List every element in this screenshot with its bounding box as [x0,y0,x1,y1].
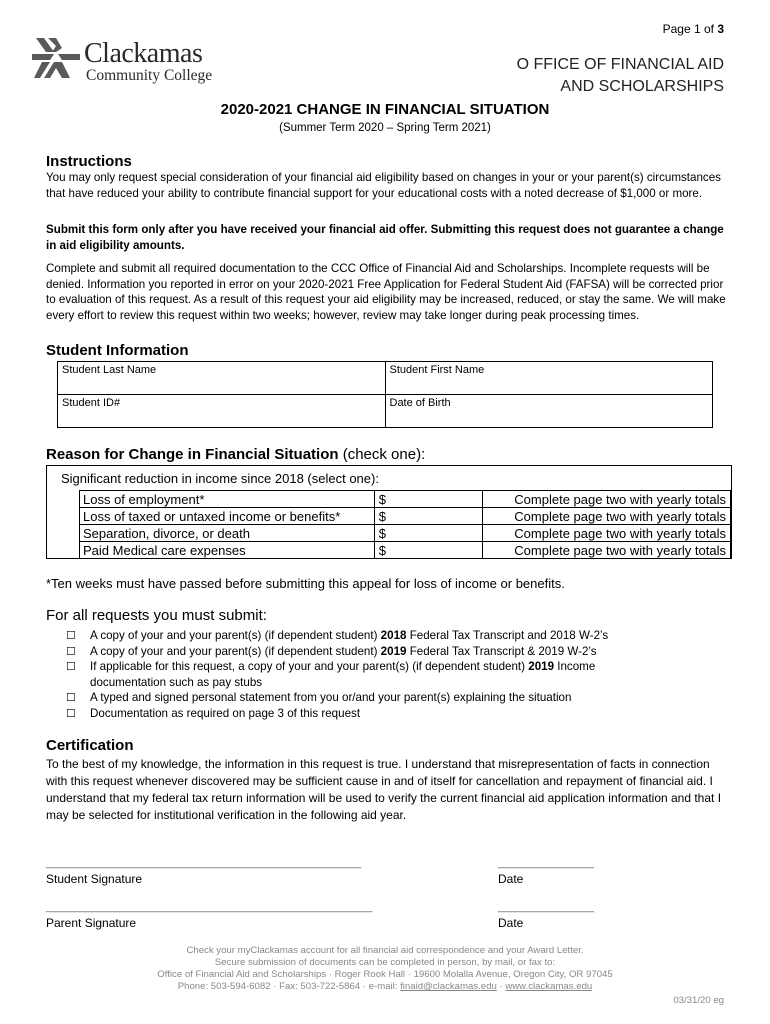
footer-contact: Phone: 503-594-6082 · Fax: 503-722-5864 · e-mail: finaid@clackamas.edu · www.clackamas.edu [177,981,593,992]
student-date-line[interactable]: _________________ [498,857,594,869]
ten-weeks-note: *Ten weeks must have passed before submitting this appeal for loss of income or benefits. [46,576,565,591]
instructions-paragraph-1: You may only request special consideration of your financial aid eligibility based on changes in your or your parent(s) circumstances that have reduced your ability to contribute financial support for your educational costs with a noted decrease of $1,000 or more. [46,171,721,200]
reason-row[interactable] [80,542,731,559]
certification-heading: Certification [46,737,134,754]
office-line-2: AND SCHOLARSHIPS [560,78,724,95]
revision-date: 03/31/20 eg [673,995,724,1006]
reason-row[interactable] [80,491,731,508]
footer-line-1: Check your myClackamas account for all financial aid correspondence and your Award Letter. [186,945,584,956]
reason-action: Complete page two with yearly totals [483,491,731,508]
form-title: 2020-2021 CHANGE IN FINANCIAL SITUATION [220,101,550,118]
checklist-item: ☐ A copy of your and your parent(s) (if dependent student) 2018 Federal Tax Transcript and 2018 W-2’s [66,628,666,644]
checkbox[interactable]: ☐ [66,707,76,720]
footer-line-3: Office of Financial Aid and Scholarships · Roger Rook Hall · 19600 Molalla Avenue, Oregon City, OR 97045 [157,969,613,980]
parent-date-line[interactable]: _________________ [498,901,594,913]
logo-subtitle: Community College [86,67,213,84]
reason-amount-field[interactable]: $ [374,491,482,508]
parent-date-label: Date [498,916,524,930]
checkbox[interactable]: ☐ [66,630,76,642]
checklist-item: ☐ A typed and signed personal statement from you or/and your parent(s) explaining the situation [66,690,666,706]
reason-label: Loss of taxed or untaxed income or benefits* [80,508,375,525]
student-signature-label: Student Signature [46,872,143,886]
reason-label: Loss of employment* [80,491,375,508]
parent-signature-line[interactable]: __________________________________________________________ [46,901,372,913]
checklist-item: ☐ If applicable for this request, a copy of your and your parent(s) (if dependent student) 2019 Income documentation such as pay stubs [66,660,596,689]
instructions-paragraph-2: Submit this form only after you have received your financial aid offer. Submitting this request does not guarantee a change in aid eligibility amounts. [46,223,724,252]
reason-row[interactable] [80,508,731,525]
college-logo [32,38,232,88]
instructions-heading: Instructions [46,153,132,170]
checkbox[interactable]: ☐ [66,692,76,704]
website-link[interactable]: www.clackamas.edu [505,981,593,992]
reason-label: Paid Medical care expenses [80,542,375,559]
student-first-name-field[interactable]: Student First Name [385,362,713,395]
reason-intro: Significant reduction in income since 2018 (select one): [61,471,379,486]
logo-name: Clackamas [84,38,203,69]
student-info-heading: Student Information [46,342,189,359]
page-number: Page 1 of 3 [662,22,724,36]
reason-action: Complete page two with yearly totals [483,542,731,559]
submit-heading: For all requests you must submit: [46,607,267,624]
email-link[interactable]: finaid@clackamas.edu [400,981,497,992]
student-last-name-field[interactable]: Student Last Name [58,362,386,395]
office-heading [517,54,724,98]
certification-text: To the best of my knowledge, the information in this request is true. I understand that misrepresentation of facts in connection with this request whenever discovered may be sufficient cause in and of itself for cancellation and repayment of financial aid. I understand that my federal tax return information will be used to verify the current financial aid application information and that I may be selected for institutional verification in the following aid year. [46,757,722,822]
checklist-item: ☐ Documentation as required on page 3 of this request [66,706,666,722]
footer [0,945,770,993]
reason-action: Complete page two with yearly totals [483,525,731,542]
parent-signature-label: Parent Signature [46,916,137,930]
student-date-label: Date [498,872,524,886]
reason-heading: Reason for Change in Financial Situation (check one): [46,446,426,463]
reason-table [79,490,731,559]
footer-line-2: Secure submission of documents can be completed in person, by mail, or fax to: [214,957,556,968]
reason-amount-field[interactable]: $ [374,542,482,559]
student-info-table [57,361,713,428]
reason-box [46,465,732,559]
reason-label: Separation, divorce, or death [80,525,375,542]
checkbox[interactable]: ☐ [66,645,76,658]
instructions-paragraph-3: Complete and submit all required documentation to the CCC Office of Financial Aid and Scholarships. Incomplete requests will be denied. Information you reported in error on your 2020-2021 Free Application for Federal Student Aid (FAFSA) will be corrected prior to evaluation of this request. As a result of this request your aid eligibility may be increased, reduced, or stay the same. We will make every effort to review this request within two weeks; however, review may take longer during peak processing times. [46,262,726,322]
date-of-birth-field[interactable]: Date of Birth [385,395,713,428]
reason-amount-field[interactable]: $ [374,525,482,542]
page-total: 3 [717,22,724,36]
student-id-field[interactable]: Student ID# [58,395,386,428]
student-signature-line[interactable]: ________________________________________________________ [46,857,361,869]
reason-action: Complete page two with yearly totals [483,508,731,525]
checklist-item: ☐ A copy of your and your parent(s) (if dependent student) 2019 Federal Tax Transcript & 2019 W-2’s [66,644,666,660]
logo-mark-icon [32,38,80,84]
form-subtitle: (Summer Term 2020 – Spring Term 2021) [279,122,491,134]
checkbox[interactable]: ☐ [66,661,76,673]
office-line-1: O FFICE OF FINANCIAL AID [516,56,724,73]
reason-row[interactable] [80,525,731,542]
reason-amount-field[interactable]: $ [374,508,482,525]
submit-checklist [66,628,666,721]
